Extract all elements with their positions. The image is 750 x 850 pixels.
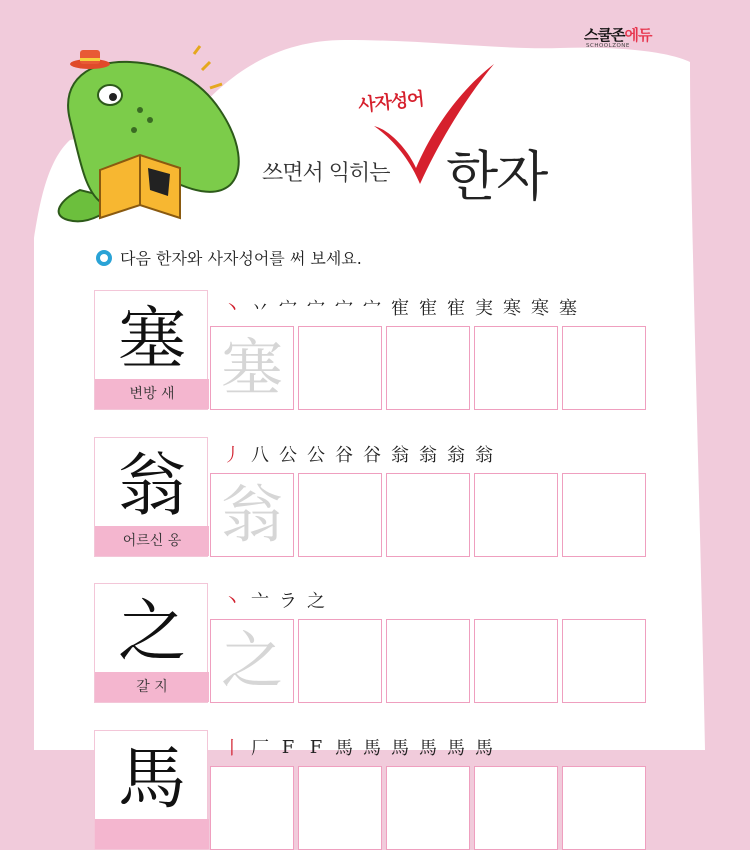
writing-cells [210,766,650,850]
hanja-reading: 변방 새 [95,379,209,409]
stroke-step: 寒 [531,298,549,319]
brand-logo [584,24,664,54]
stroke-step: 翁 [475,445,493,466]
writing-cell[interactable] [386,473,470,557]
trace-character: 之 [220,624,283,697]
writing-cell[interactable] [474,326,558,410]
stroke-step: 寒 [503,298,521,319]
writing-cell[interactable] [210,619,294,703]
character-block [94,437,654,557]
stroke-step: 公 [279,445,297,466]
brand-name-main: 스쿨존 [584,26,625,44]
stroke-step: 厂 [251,738,269,759]
stroke-step: 公 [307,445,325,466]
stroke-order [218,439,498,469]
writing-cell[interactable] [386,619,470,703]
hanja-reading: 어르신 옹 [95,526,209,556]
writing-cell[interactable] [298,473,382,557]
trace-character: 翁 [220,478,283,551]
bullet-circle-icon [96,250,112,266]
stroke-order [218,732,498,762]
main-title: 한자 [446,145,547,208]
stroke-step: 谷 [363,445,381,466]
writing-cell[interactable] [210,766,294,850]
stroke-step: 丶 [223,298,241,319]
writing-cell[interactable] [562,619,646,703]
hanja-character: 塞 [117,300,186,379]
stroke-step: 馬 [419,738,437,759]
writing-cell[interactable] [298,766,382,850]
writing-cells [210,619,650,703]
writing-cell[interactable] [386,326,470,410]
stroke-step: 馬 [475,738,493,759]
stroke-step: 丶 [223,591,241,612]
character-box [94,437,208,557]
character-box [94,290,208,410]
stroke-step: 馬 [363,738,381,759]
writing-cell[interactable] [474,766,558,850]
stroke-step: 塞 [559,298,577,319]
brand-name-accent: 에듀 [624,26,652,44]
stroke-order [218,292,582,322]
stroke-step: 宀 [279,298,297,319]
writing-cell[interactable] [562,473,646,557]
writing-cell[interactable] [562,766,646,850]
stroke-step: ラ [279,591,297,612]
stroke-step: 翁 [419,445,437,466]
writing-cell[interactable] [298,619,382,703]
stroke-order [218,585,330,615]
stroke-step: 丨 [223,738,241,759]
writing-cell[interactable] [386,766,470,850]
character-block [94,730,654,850]
hanja-character: 之 [117,593,186,672]
stroke-step: 丿 [223,445,241,466]
writing-cell[interactable] [298,326,382,410]
stroke-step: F [281,736,295,758]
writing-cells [210,326,650,410]
hanja-reading [95,819,209,849]
dinosaur-reading-illustration [50,40,250,240]
stroke-step: 亠 [251,591,269,612]
stroke-step: 寉 [447,298,465,319]
stroke-step: F [309,736,323,758]
trace-character [211,767,293,849]
hanja-character: 馬 [117,740,186,819]
stroke-step: 馬 [335,738,353,759]
character-block [94,290,654,410]
stroke-step: 実 [475,298,493,319]
writing-cell[interactable] [210,473,294,557]
subtitle: 쓰면서 익히는 [262,161,390,186]
stroke-step: 宀 [307,298,325,319]
hanja-reading: 갈 지 [95,672,209,702]
character-box [94,730,208,850]
hanja-character: 翁 [117,447,186,526]
stroke-step: 之 [307,591,325,612]
brand-name-sub: SCHOOLZONE [586,43,630,49]
stroke-step: 翁 [447,445,465,466]
stroke-step: 宀 [363,298,381,319]
stroke-step: 寉 [391,298,409,319]
stroke-step: 馬 [391,738,409,759]
instruction [96,246,362,269]
stroke-step: 八 [251,445,269,466]
writing-cell[interactable] [562,326,646,410]
writing-cell[interactable] [474,619,558,703]
character-box [94,583,208,703]
trace-character: 塞 [220,331,283,404]
stroke-step: 翁 [391,445,409,466]
writing-cell[interactable] [474,473,558,557]
writing-cells [210,473,650,557]
series-title-text: 사자성어 [357,88,425,117]
stroke-step: 谷 [335,445,353,466]
character-block [94,583,654,703]
stroke-step: 丷 [251,298,269,319]
writing-cell[interactable] [210,326,294,410]
stroke-step: 宀 [335,298,353,319]
stroke-step: 寉 [419,298,437,319]
stroke-step: 馬 [447,738,465,759]
instruction-text: 다음 한자와 사자성어를 써 보세요. [120,249,362,268]
